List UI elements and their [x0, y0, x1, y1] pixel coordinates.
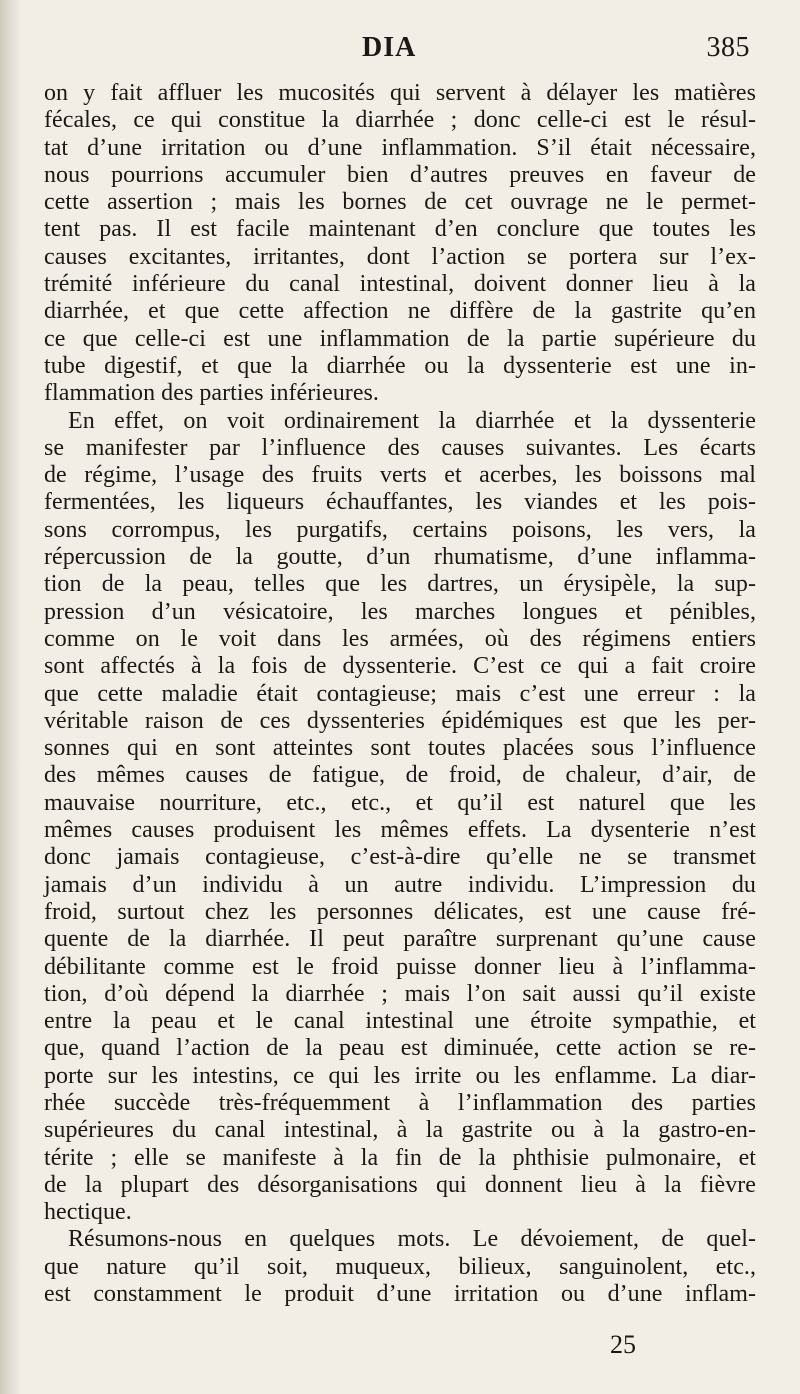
signature-mark: 25: [610, 1330, 636, 1359]
text-line: fécales, ce qui constitue la diarrhée ; donc celle-ci est le résul-: [44, 107, 756, 134]
text-line: tent pas. Il est facile maintenant d’en conclure que toutes les: [44, 216, 756, 243]
text-line: mêmes causes produisent les mêmes effets. La dysenterie n’est: [44, 817, 756, 844]
text-line: Résumons-nous en quelques mots. Le dévoiement, de quel-: [68, 1226, 756, 1253]
text-line: on y fait affluer les mucosités qui servent à délayer les matières: [44, 80, 756, 106]
page-edge-shadow: [0, 0, 22, 1394]
text-line: est constamment le produit d’une irritation ou d’une inflam-: [44, 1281, 756, 1308]
text-line: jamais d’un individu à un autre individu. L’impression du: [44, 871, 756, 898]
text-line: sons corrompus, les purgatifs, certains poisons, les vers, la: [44, 516, 756, 543]
text-line: tion, d’où dépend la diarrhée ; mais l’on sait aussi qu’il existe: [44, 980, 756, 1007]
text-line: mauvaise nourriture, etc., etc., et qu’il est naturel que les: [44, 789, 756, 816]
text-line: supérieures du canal intestinal, à la gastrite ou à la gastro-en-: [44, 1117, 756, 1144]
text-line: ce que celle-ci est une inflammation de la partie supérieure du: [44, 325, 756, 352]
text-line: que, quand l’action de la peau est diminuée, cette action se re-: [44, 1035, 756, 1062]
text-line: causes excitantes, irritantes, dont l’action se portera sur l’ex-: [44, 243, 756, 270]
text-line: cette assertion ; mais les bornes de cet ouvrage ne le permet-: [44, 189, 756, 216]
text-line: tat d’une irritation ou d’une inflammation. S’il était nécessaire,: [44, 134, 756, 161]
running-head: [0, 32, 800, 68]
text-line: que cette maladie était contagieuse; mais c’est une erreur : la: [44, 680, 756, 707]
text-line: répercussion de la goutte, d’un rhumatisme, d’une inflamma-: [44, 544, 756, 571]
text-line: comme on le voit dans les armées, où des régimens entiers: [44, 625, 756, 652]
text-line: porte sur les intestins, ce qui les irrite ou les enflamme. La diar-: [44, 1062, 756, 1089]
text-line: térite ; elle se manifeste à la fin de la phthisie pulmonaire, et: [44, 1144, 756, 1171]
page-number: 385: [706, 32, 750, 63]
text-line: sont affectés à la fois de dyssenterie. C’est ce qui a fait croire: [44, 653, 756, 680]
text-line: froid, surtout chez les personnes délicates, est une cause fré-: [44, 898, 756, 925]
text-line: trémité inférieure du canal intestinal, doivent donner lieu à la: [44, 271, 756, 298]
text-line: que nature qu’il soit, muqueux, bilieux, sanguinolent, etc.,: [44, 1253, 756, 1280]
text-line: tion de la peau, telles que les dartres, un érysipèle, la sup-: [44, 571, 756, 598]
running-title: DIA: [362, 32, 417, 63]
text-line: donc jamais contagieuse, c’est-à-dire qu’elle ne se transmet: [44, 844, 756, 871]
text-line: fermentées, les liqueurs échauffantes, les viandes et les pois-: [44, 489, 756, 516]
text-line: véritable raison de ces dyssenteries épidémiques est que les per-: [44, 707, 756, 734]
text-line: quente de la diarrhée. Il peut paraître surprenant qu’une cause: [44, 926, 756, 953]
text-line: flammation des parties inférieures.: [44, 380, 379, 407]
text-line: diarrhée, et que cette affection ne diffère de la gastrite qu’en: [44, 298, 756, 325]
text-line: hectique.: [44, 1199, 132, 1226]
text-line: En effet, on voit ordinairement la diarrhée et la dyssenterie: [68, 407, 756, 434]
text-line: pression d’un vésicatoire, les marches longues et pénibles,: [44, 598, 756, 625]
text-line: tube digestif, et que la diarrhée ou la dyssenterie est une in-: [44, 352, 756, 379]
text-line: de la plupart des désorganisations qui donnent lieu à la fièvre: [44, 1171, 756, 1198]
text-line: nous pourrions accumuler bien d’autres preuves en faveur de: [44, 161, 756, 188]
text-line: débilitante comme est le froid puisse donner lieu à l’inflamma-: [44, 953, 756, 980]
text-line: rhée succède très-fréquemment à l’inflammation des parties: [44, 1089, 756, 1116]
text-line: se manifester par l’influence des causes suivantes. Les écarts: [44, 434, 756, 461]
body-text: [44, 80, 756, 1308]
text-line: de régime, l’usage des fruits verts et acerbes, les boissons mal: [44, 462, 756, 489]
text-line: sonnes qui en sont atteintes sont toutes placées sous l’influence: [44, 735, 756, 762]
text-line: entre la peau et le canal intestinal une étroite sympathie, et: [44, 1008, 756, 1035]
text-line: des mêmes causes de fatigue, de froid, de chaleur, d’air, de: [44, 762, 756, 789]
